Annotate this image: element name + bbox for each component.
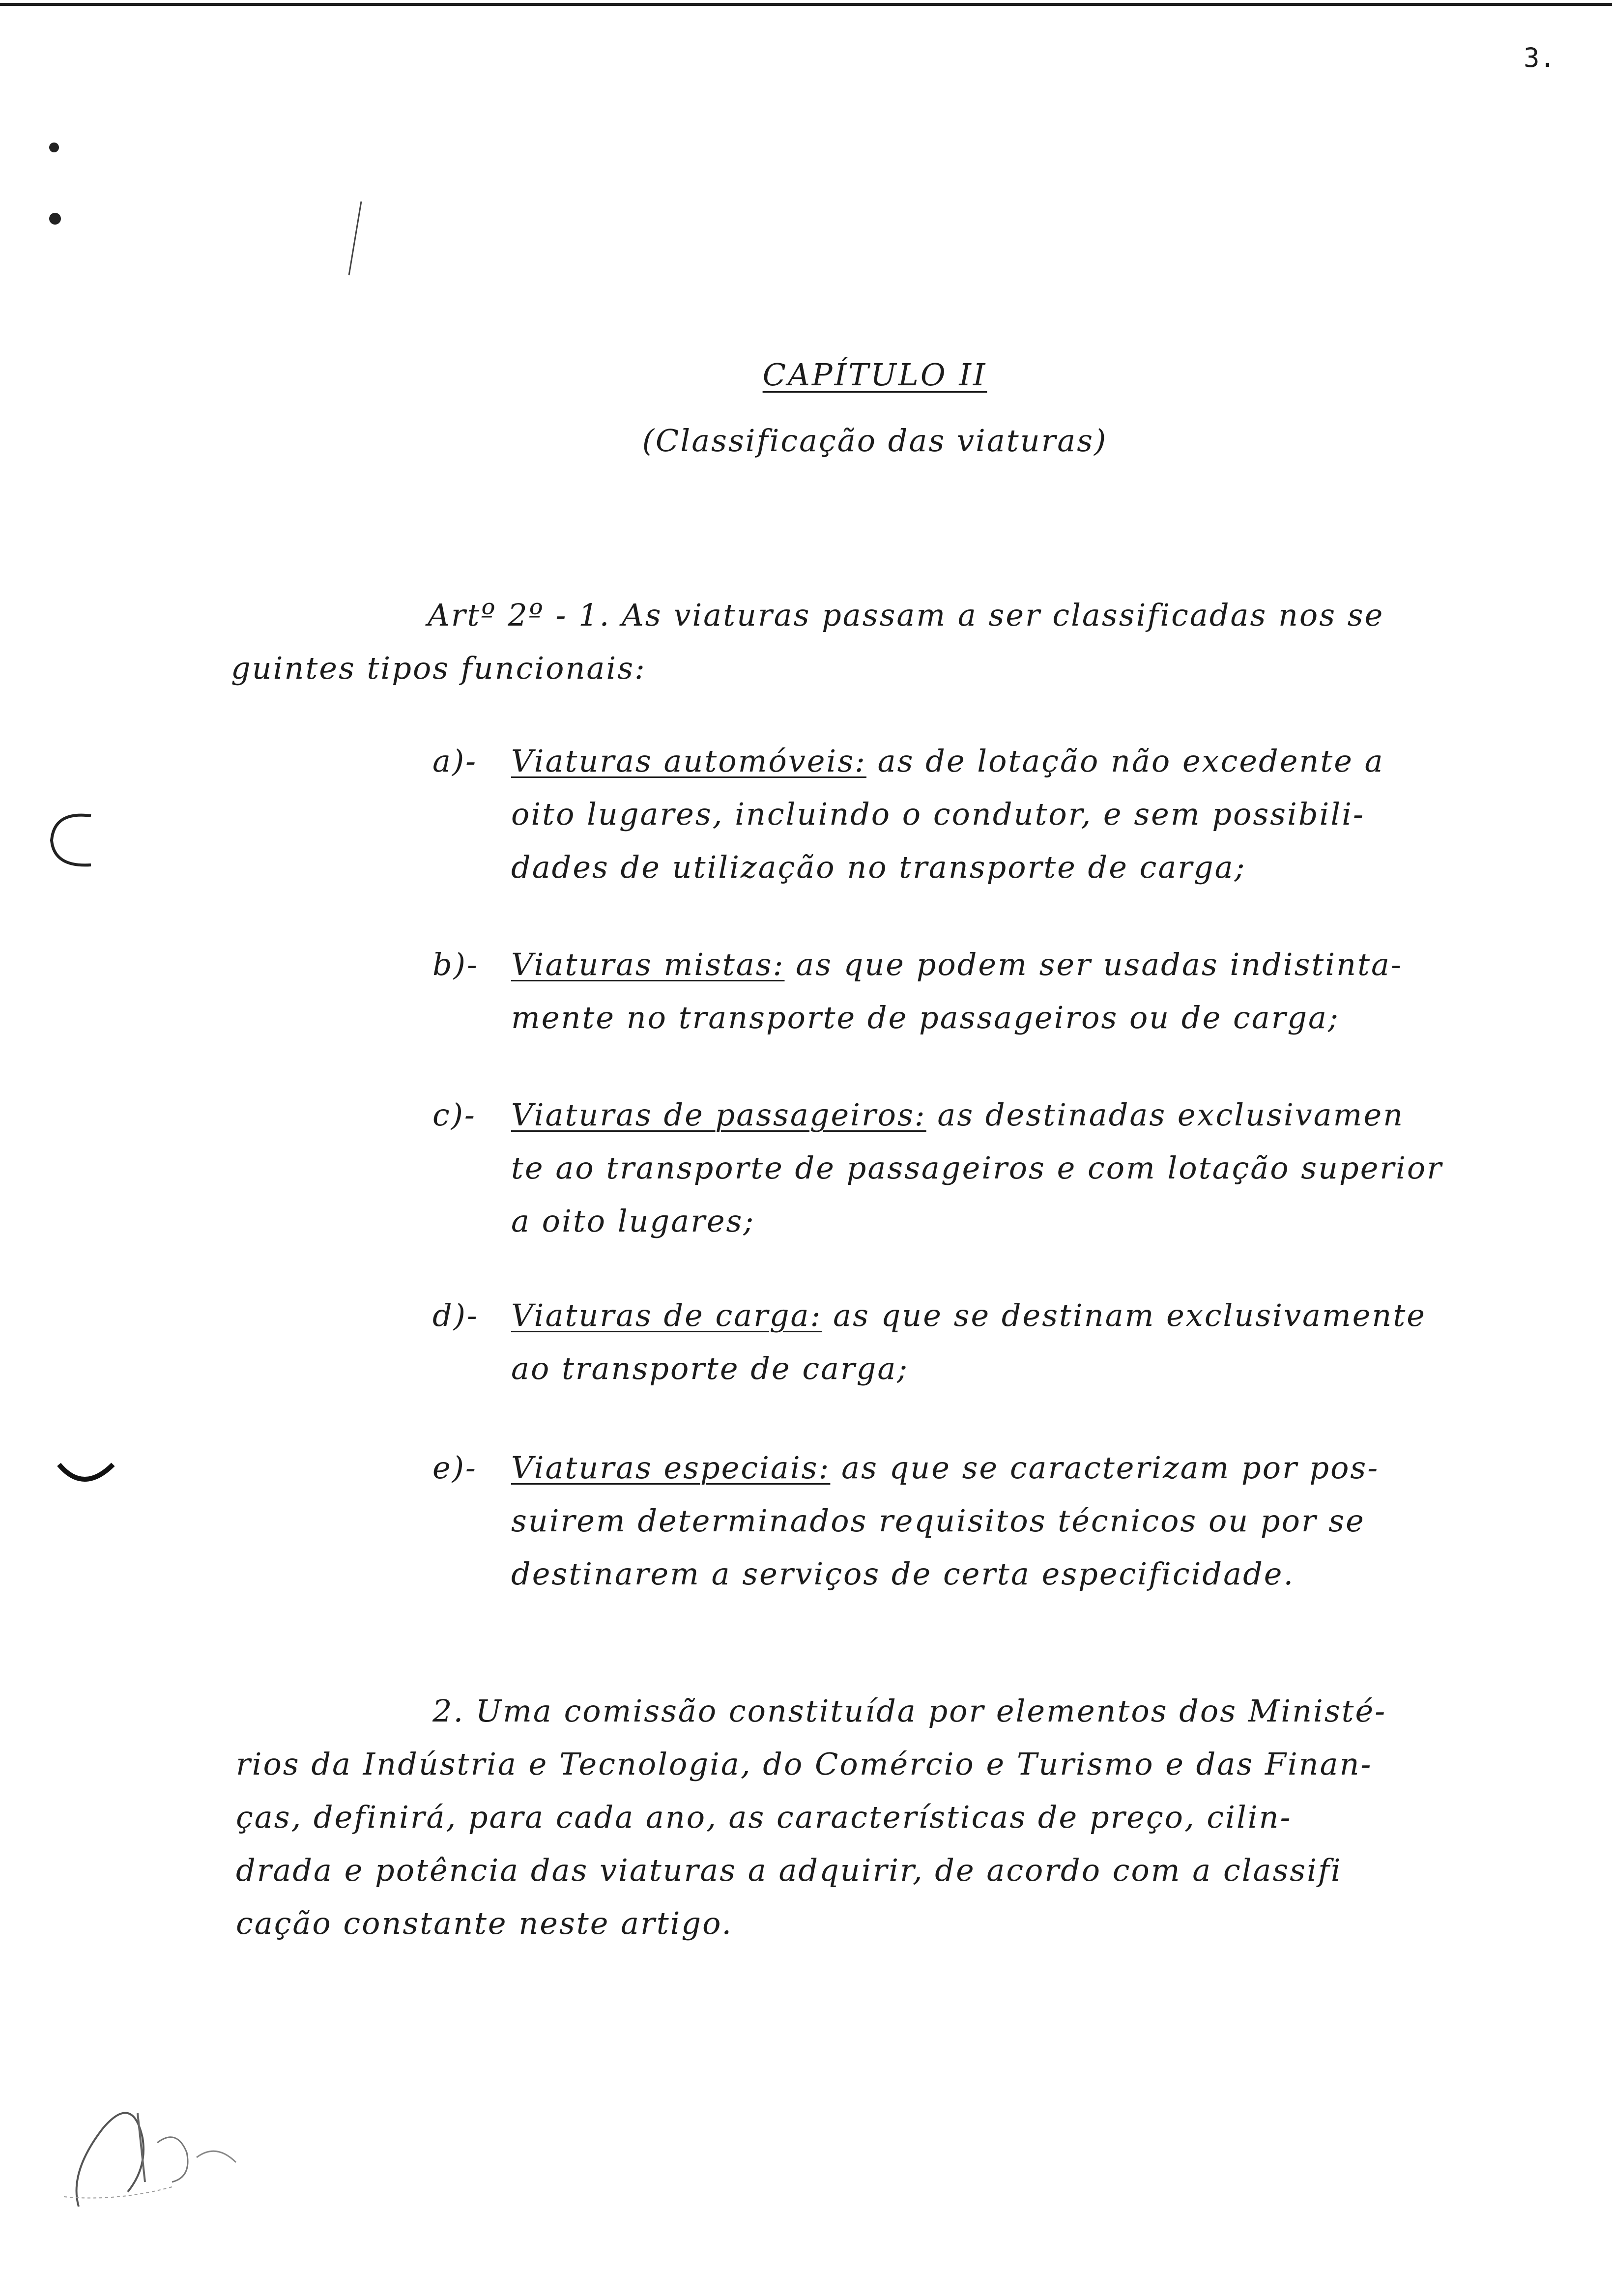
paragraph-line: cação constante neste artigo. xyxy=(236,1905,733,1941)
list-item-term: Viaturas de carga: xyxy=(511,1297,822,1333)
list-item-text: destinarem a serviços de certa especificidade. xyxy=(511,1556,1295,1592)
list-item-text: dades de utilização no transporte de carga; xyxy=(511,849,1246,885)
list-item-line xyxy=(432,1203,1563,1256)
list-item-line xyxy=(432,1556,1563,1609)
paragraph-line: ças, definirá, para cada ano, as características de preço, cilin- xyxy=(236,1799,1292,1835)
list-item-c xyxy=(432,1097,1563,1256)
list-item-letter: c)- xyxy=(432,1097,476,1133)
list-item-line xyxy=(432,947,1563,1000)
list-item-letter: e)- xyxy=(432,1450,477,1486)
list-item-b xyxy=(432,947,1563,1053)
list-item-term: Viaturas especiais: xyxy=(511,1450,831,1486)
top-border-line xyxy=(0,3,1612,6)
article-line-1: Artº 2º - 1. As viaturas passam a ser classificadas nos se xyxy=(428,597,1384,633)
punch-mark-icon xyxy=(39,133,69,162)
article-line-2: guintes tipos funcionais: xyxy=(231,650,646,686)
paragraph-line: rios da Indústria e Tecnologia, do Comércio e Turismo e das Finan- xyxy=(236,1746,1373,1782)
list-item-d xyxy=(432,1297,1563,1404)
list-item-text: oito lugares, incluindo o condutor, e sem possibili- xyxy=(511,796,1365,832)
list-item-line xyxy=(432,1150,1563,1203)
paragraph-line: 2. Uma comissão constituída por elementos dos Ministé- xyxy=(432,1693,1387,1729)
list-item-line xyxy=(432,1450,1563,1503)
list-item-e xyxy=(432,1450,1563,1609)
binding-hole-icon xyxy=(44,806,98,875)
list-item-letter: a)- xyxy=(432,743,478,779)
list-item-letter: d)- xyxy=(432,1297,479,1333)
list-item-line xyxy=(432,743,1563,796)
list-item-text: as que se destinam exclusivamente xyxy=(822,1297,1426,1333)
list-item-text: te ao transporte de passageiros e com lotação superior xyxy=(511,1150,1443,1186)
list-item-line xyxy=(432,1297,1563,1350)
list-item-line xyxy=(432,1503,1563,1556)
list-item-term: Viaturas mistas: xyxy=(511,947,785,982)
list-item-text: suirem determinados requisitos técnicos ou por se xyxy=(511,1503,1365,1539)
list-item-text: ao transporte de carga; xyxy=(511,1350,909,1386)
list-item-text: as de lotação não excedente a xyxy=(866,743,1384,779)
chapter-title: CAPÍTULO II xyxy=(762,357,987,393)
paragraph-line: drada e potência das viaturas a adquirir, de acordo com a classifi xyxy=(236,1852,1342,1888)
list-item-a xyxy=(432,743,1563,902)
list-item-text: as que podem ser usadas indistinta- xyxy=(784,947,1403,982)
list-item-text: mente no transporte de passageiros ou de carga; xyxy=(511,1000,1340,1035)
list-item-line xyxy=(432,1350,1563,1404)
list-item-text: as que se caracterizam por pos- xyxy=(830,1450,1380,1486)
chapter-subtitle: (Classificação das viaturas) xyxy=(642,423,1108,459)
list-item-term: Viaturas de passageiros: xyxy=(511,1097,926,1133)
list-item-term: Viaturas automóveis: xyxy=(511,743,866,779)
page-number: 3. xyxy=(1524,42,1556,73)
list-item-line xyxy=(432,849,1563,902)
list-item-line xyxy=(432,1000,1563,1053)
binding-hole-icon-2 xyxy=(54,1455,118,1499)
list-item-text: as destinadas exclusivamen xyxy=(926,1097,1405,1133)
punch-dot-icon xyxy=(44,206,69,231)
paragraph-2 xyxy=(236,1693,1573,1958)
list-item-line xyxy=(432,1097,1563,1150)
signature-scribble xyxy=(59,2084,315,2211)
list-item-line xyxy=(432,796,1563,849)
pencil-stroke-mark xyxy=(339,197,369,280)
list-item-text: a oito lugares; xyxy=(511,1203,755,1239)
list-item-letter: b)- xyxy=(432,947,479,982)
